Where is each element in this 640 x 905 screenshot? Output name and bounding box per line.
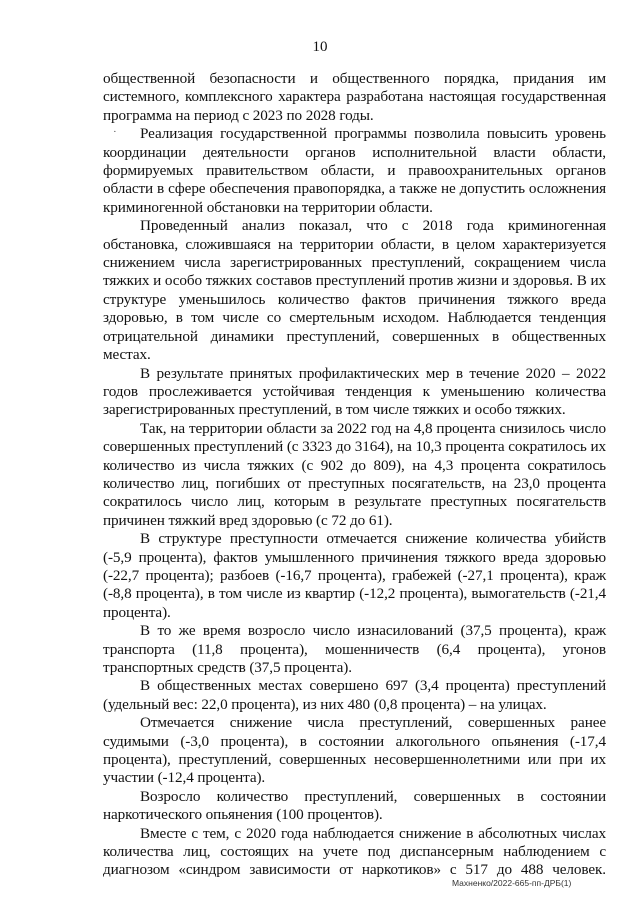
paragraph-crime-structure: В структуре преступности отмечается снижение количества убийств (-5,9 процента), фактов умышленного причинения тяжкого вреда здоровью (-22,7 процента); разбоев (-16,7 процента), грабежей (-27,1 процента), краж (-8,8 процента), в том числе из квартир (-12,2 процента), вымогательств (-21,4 процента). bbox=[103, 530, 606, 621]
paragraph-dispensary-registration: Вместе с тем, с 2020 года наблюдается снижение в абсолютных числах количества лиц, состоящих на учете под диспансерным наблюдением с диагнозом «синдром зависимости от наркотиков» с 517 до 488 человек. bbox=[103, 824, 606, 879]
paragraph-public-places: В общественных местах совершено 697 (3,4 процента) преступлений (удельный вес: 22,0 процента), из них 480 (0,8 процента) – на улицах. bbox=[103, 677, 606, 713]
document-body bbox=[103, 70, 606, 880]
paragraph-repeat-offenders: Отмечается снижение числа преступлений, совершенных ранее судимыми (-3,0 процента), в состоянии алкогольного опьянения (-17,4 процента), преступлений, совершенных несовершеннолетними или при их участии (-12,4 процента). bbox=[103, 714, 606, 787]
paragraph-crime-increase: В то же время возросло число изнасилований (37,5 процента), краж транспорта (11,8 процента), мошенничеств (6,4 процента), угонов транспортных средств (37,5 процента). bbox=[103, 622, 606, 676]
paragraph-drug-intoxication: Возросло количество преступлений, совершенных в состоянии наркотического опьянения (100 процентов). bbox=[103, 787, 606, 824]
page-number: 10 bbox=[312, 39, 328, 55]
paragraph-2022-statistics: Так, на территории области за 2022 год на 4,8 процента снизилось число совершенных преступлений (с 3323 до 3164), на 10,3 процента сократилось их количество из числа тяжких (с 902 до 809), на 4,3 процента сократилось количество лиц, погибших от преступных посягательств, на 23,0 процента сократилось число лиц, которым в результате преступных посягательств причинен тяжкий вред здоровью (с 72 до 61). bbox=[103, 419, 606, 529]
paragraph-analysis: Проведенный анализ показал, что с 2018 года криминогенная обстановка, сложившаяся на территории области, в целом характеризуется снижением числа зарегистрированных преступлений, сокращением числа тяжких и особо тяжких составов преступлений против жизни и здоровья. В их структуре уменьшилось количество фактов причинения тяжкого вреда здоровью, в том числе со смертельным исходом. Наблюдается тенденция отрицательной динамики преступлений, совершенных в общественных местах. bbox=[103, 217, 606, 364]
margin-mark: · bbox=[113, 126, 117, 138]
document-footer-code: Махненко/2022-665-пп-ДРБ(1) bbox=[452, 878, 572, 888]
paragraph-continuation: общественной безопасности и общественного порядка, придания им системного, комплексного характера разработана настоящая государственная программа на период с 2023 по 2028 годы. bbox=[103, 70, 606, 124]
paragraph-prevention-result: В результате принятых профилактических мер в течение 2020 – 2022 годов прослеживается устойчивая тенденция к уменьшению количества зарегистрированных преступлений, в том числе тяжких и особо тяжких. bbox=[103, 364, 606, 419]
paragraph-program-result: Реализация государственной программы позволила повысить уровень координации деятельности органов исполнительной власти области, формируемых правительством области, и правоохранительных органов области в сфере обеспечения правопорядка, а также не допустить осложнения криминогенной обстановки на территории области. bbox=[103, 125, 606, 216]
